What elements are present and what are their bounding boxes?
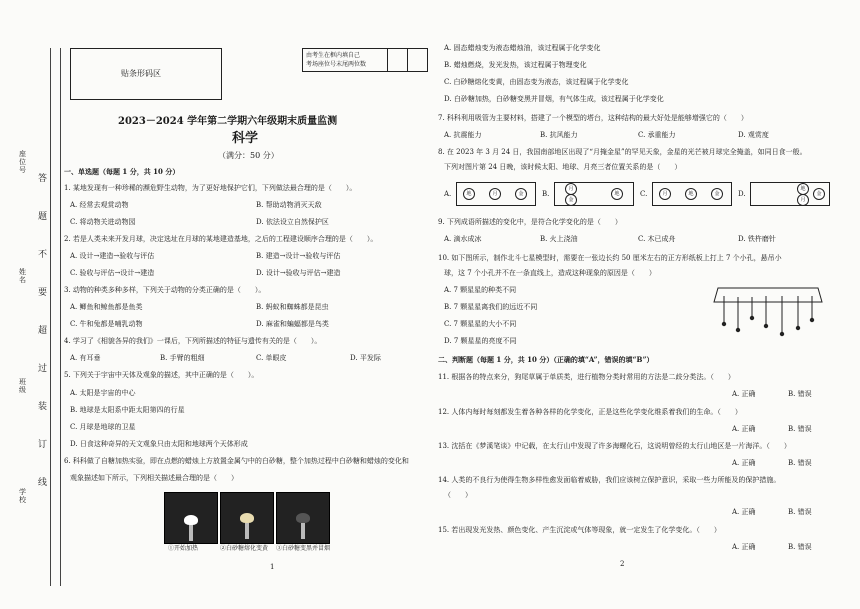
q8-diagram-c bbox=[652, 182, 732, 206]
seat-notice-line2: 考场座位号末尾两位数 bbox=[306, 61, 367, 68]
q2-option-a[interactable]: A. 设计→建造→验收与评估 bbox=[70, 252, 155, 260]
q6-caption-3: ③白砂糖变黑并冒烟 bbox=[276, 545, 331, 552]
side-label-seat: 座位号 bbox=[19, 150, 26, 174]
q5-option-d[interactable]: D. 日食这种奇异的天文观象只由太阳和地球两个天体形成 bbox=[70, 440, 248, 448]
venus-symbol: 金 bbox=[813, 188, 825, 200]
seal-line-text: 答 题 不 要 超 过 装 订 线 bbox=[38, 174, 48, 488]
q2-text: 2. 若是人类未来开发月球，决定选址在月球的某地建造基地，之后的工程建设顺序合理的是（ ）。 bbox=[64, 235, 378, 243]
q9-option-c[interactable]: C. 木已成舟 bbox=[638, 235, 676, 243]
seat-number-box bbox=[302, 48, 428, 72]
q4-option-a[interactable]: A. 有耳垂 bbox=[70, 354, 101, 362]
q9-option-b[interactable]: B. 火上浇油 bbox=[540, 235, 578, 243]
q10-option-b[interactable]: B. 7 颗星星离我们的远近不同 bbox=[444, 303, 538, 311]
q12-text: 12. 人体内每时每刻都发生着各种各样的化学变化，正是这些化学变化维系着我们的生命。（ ） bbox=[438, 408, 742, 416]
venus-symbol: 金 bbox=[565, 194, 577, 206]
side-label-school: 学校 bbox=[19, 488, 26, 504]
left-margin-rule bbox=[50, 48, 51, 586]
q9-option-d[interactable]: D. 铁杵磨针 bbox=[738, 235, 776, 243]
q12-option-a[interactable]: A. 正确 bbox=[732, 425, 756, 433]
q1-option-d[interactable]: D. 依法设立自然保护区 bbox=[256, 218, 329, 226]
earth-symbol: 地 bbox=[797, 183, 809, 195]
q6-option-b[interactable]: B. 蜡烛燃烧，发光发热，该过程属于物理变化 bbox=[444, 61, 587, 69]
q7-text: 7. 科科利用吸管为主要材料，搭建了一个模型的塔台，这种结构的最大好处是能够增强它的（ ） bbox=[438, 114, 748, 122]
q3-text: 3. 动物的种类多种多样，下列关于动物的分类正确的是（ ）。 bbox=[64, 286, 266, 294]
q14-option-b[interactable]: B. 错误 bbox=[788, 508, 812, 516]
exam-title: 2023－2024 学年第二学期六年级期末质量监测 bbox=[118, 116, 338, 127]
q7-option-c[interactable]: C. 承重能力 bbox=[638, 131, 676, 139]
q7-option-b[interactable]: B. 抗风能力 bbox=[540, 131, 578, 139]
q14-text-line2: （ ） bbox=[444, 491, 472, 499]
q1-option-c[interactable]: C. 将动物关进动物园 bbox=[70, 218, 136, 226]
q14-option-a[interactable]: A. 正确 bbox=[732, 508, 756, 516]
side-label-class: 班级 bbox=[19, 378, 26, 394]
q8-diagram-b bbox=[554, 182, 634, 206]
barcode-label: 贴条形码区 bbox=[121, 69, 161, 78]
q15-text: 15. 若出现发光发热、颜色变化、产生沉淀或气体等现象，就一定发生了化学变化。（ ） bbox=[438, 526, 721, 534]
q1-text: 1. 某地发现有一种珍稀的濒危野生动物，为了更好地保护它们，下列做法最合理的是（ ）。 bbox=[64, 184, 357, 192]
subject-title: 科学 bbox=[232, 131, 259, 146]
q6-photo-2 bbox=[220, 492, 274, 544]
q3-option-a[interactable]: A. 鲫鱼和鲸鱼都是鱼类 bbox=[70, 303, 143, 311]
q13-text: 13. 沈括在《梦溪笔谈》中记载，在太行山中发现了许多海螺化石，这说明曾经的太行山地区是一片海洋。（ ） bbox=[438, 442, 791, 450]
q10-option-c[interactable]: C. 7 颗星星的大小不同 bbox=[444, 320, 517, 328]
q4-option-d[interactable]: D. 平发际 bbox=[350, 354, 381, 362]
q6-text: 6. 科科做了自糖加热实验，即在点燃的蜡烛上方放置金属勺中的白砂糖，整个加热过程中白砂糖和蜡烛的变化和 bbox=[64, 457, 409, 465]
venus-symbol: 金 bbox=[515, 188, 527, 200]
q9-option-a[interactable]: A. 滴水成冰 bbox=[444, 235, 482, 243]
q6-caption-1: ①开始加热 bbox=[168, 545, 199, 552]
q3-option-d[interactable]: D. 麻雀和蝙蝠都是鸟类 bbox=[256, 320, 329, 328]
barcode-area bbox=[70, 48, 222, 100]
q8-option-d[interactable]: D. bbox=[738, 190, 746, 198]
q5-option-a[interactable]: A. 太阳是宇宙的中心 bbox=[70, 389, 136, 397]
q10-option-a[interactable]: A. 7 颗星星的种类不同 bbox=[444, 286, 517, 294]
page-number-left: 1 bbox=[270, 563, 275, 571]
q6-text-line2: 观象描述如下所示，下列相关描述最合理的是（ ） bbox=[70, 474, 238, 482]
q8-text-line2: 下列对图片第 24 日晚，该时候太阳、地球、月亮三者位置关系的是（ ） bbox=[444, 163, 682, 171]
q7-option-d[interactable]: D. 观赏度 bbox=[738, 131, 769, 139]
page-number-right: 2 bbox=[620, 560, 625, 568]
q13-option-b[interactable]: B. 错误 bbox=[788, 459, 812, 467]
section2-heading: 二、判断题（每题 1 分，共 10 分）（正确的填“A”，错误的填“B”） bbox=[438, 355, 654, 364]
q10-text: 10. 如下图所示，制作北斗七星模型时，需要在一张边长约 50 厘米左右的正方形纸板上打上 7 个小孔，悬吊小 bbox=[438, 254, 782, 262]
q11-option-b[interactable]: B. 错误 bbox=[788, 390, 812, 398]
q1-option-b[interactable]: B. 帮助动物消灭天敌 bbox=[256, 201, 322, 209]
q6-option-c[interactable]: C. 白砂糖熔化变黄，由固态变为液态，该过程属于化学变化 bbox=[444, 78, 629, 86]
q5-option-c[interactable]: C. 月球是地球的卫星 bbox=[70, 423, 136, 431]
big-dipper-model-diagram bbox=[712, 284, 824, 346]
earth-symbol: 地 bbox=[463, 188, 475, 200]
q6-option-d[interactable]: D. 白砂糖加热，白砂糖变黑并冒烟，有气体生成，该过程属于化学变化 bbox=[444, 95, 664, 103]
moon-symbol: 月 bbox=[659, 188, 671, 200]
q9-text: 9. 下列成语所描述的变化中，是符合化学变化的是（ ） bbox=[438, 218, 622, 226]
q3-option-b[interactable]: B. 蚂蚁和蜘蛛都是昆虫 bbox=[256, 303, 329, 311]
earth-symbol: 地 bbox=[685, 188, 697, 200]
q7-option-a[interactable]: A. 抗震能力 bbox=[444, 131, 482, 139]
q15-option-b[interactable]: B. 错误 bbox=[788, 543, 812, 551]
q5-option-b[interactable]: B. 地球是太阳系中距太阳第四的行星 bbox=[70, 406, 185, 414]
venus-symbol: 金 bbox=[711, 188, 723, 200]
q8-option-a[interactable]: A. bbox=[444, 190, 452, 198]
moon-symbol: 月 bbox=[797, 194, 809, 206]
earth-symbol: 地 bbox=[611, 188, 623, 200]
q14-text: 14. 人类的不良行为使得生物多样性愈发面临着威胁，我们应该树立保护意识，采取一些力所能及的保护措施。 bbox=[438, 476, 781, 484]
q6-option-a[interactable]: A. 固态蜡烛变为液态蜡烛油，该过程属于化学变化 bbox=[444, 44, 601, 52]
q1-option-a[interactable]: A. 经常去观赏动物 bbox=[70, 201, 129, 209]
q8-diagram-a bbox=[456, 182, 536, 206]
q6-caption-2: ②白砂糖熔化变黄 bbox=[220, 545, 269, 552]
q3-option-c[interactable]: C. 牛和兔都是哺乳动物 bbox=[70, 320, 143, 328]
q4-option-b[interactable]: B. 手臂的粗细 bbox=[160, 354, 205, 362]
q6-photo-3 bbox=[276, 492, 330, 544]
q12-option-b[interactable]: B. 错误 bbox=[788, 425, 812, 433]
q2-option-d[interactable]: D. 设计→验收与评估→建造 bbox=[256, 269, 341, 277]
side-label-name: 姓名 bbox=[19, 268, 26, 284]
q4-text: 4. 学习了《相貌各异的我们》一课后，下列所描述的特征与遗传有关的是（ ）。 bbox=[64, 337, 322, 345]
q2-option-b[interactable]: B. 建造→设计→验收与评估 bbox=[256, 252, 341, 260]
q5-text: 5. 下列关于宇宙中天体及观象的描述，其中正确的是（ ）。 bbox=[64, 371, 259, 379]
q11-text: 11. 根据各的特点来分，狗尾草属于单质类，进行植物分类时常用的方法是二歧分类法。（ ） bbox=[438, 373, 735, 381]
q8-diagram-d bbox=[750, 182, 830, 206]
q4-option-c[interactable]: C. 单眼皮 bbox=[256, 354, 287, 362]
q6-photo-1 bbox=[164, 492, 218, 544]
seat-notice-line1: 由考生在框内填自己 bbox=[306, 52, 361, 59]
q2-option-c[interactable]: C. 验收与评估→设计→建造 bbox=[70, 269, 155, 277]
q8-option-c[interactable]: C. bbox=[640, 190, 648, 198]
moon-symbol: 月 bbox=[489, 188, 501, 200]
q8-option-b[interactable]: B. bbox=[542, 190, 550, 198]
section1-heading: 一、单选题（每题 1 分，共 10 分） bbox=[64, 167, 180, 176]
q11-option-a[interactable]: A. 正确 bbox=[732, 390, 756, 398]
q10-option-d[interactable]: D. 7 颗星星的亮度不同 bbox=[444, 337, 517, 345]
q15-option-a[interactable]: A. 正确 bbox=[732, 543, 756, 551]
moon-symbol: 月 bbox=[565, 183, 577, 195]
score-note: （满分：50 分） bbox=[218, 151, 279, 160]
q10-text-line2: 球，这 7 个小孔并不在一条直线上，造成这种现象的原因是（ ） bbox=[444, 269, 656, 277]
q13-option-a[interactable]: A. 正确 bbox=[732, 459, 756, 467]
left-margin-rule-2 bbox=[60, 48, 61, 586]
q8-text: 8. 在 2023 年 3 月 24 日，我国南部地区出现了“月掩金星”的罕见天象，金星的光芒被月球完全掩盖，如同日食一般。 bbox=[438, 148, 807, 156]
